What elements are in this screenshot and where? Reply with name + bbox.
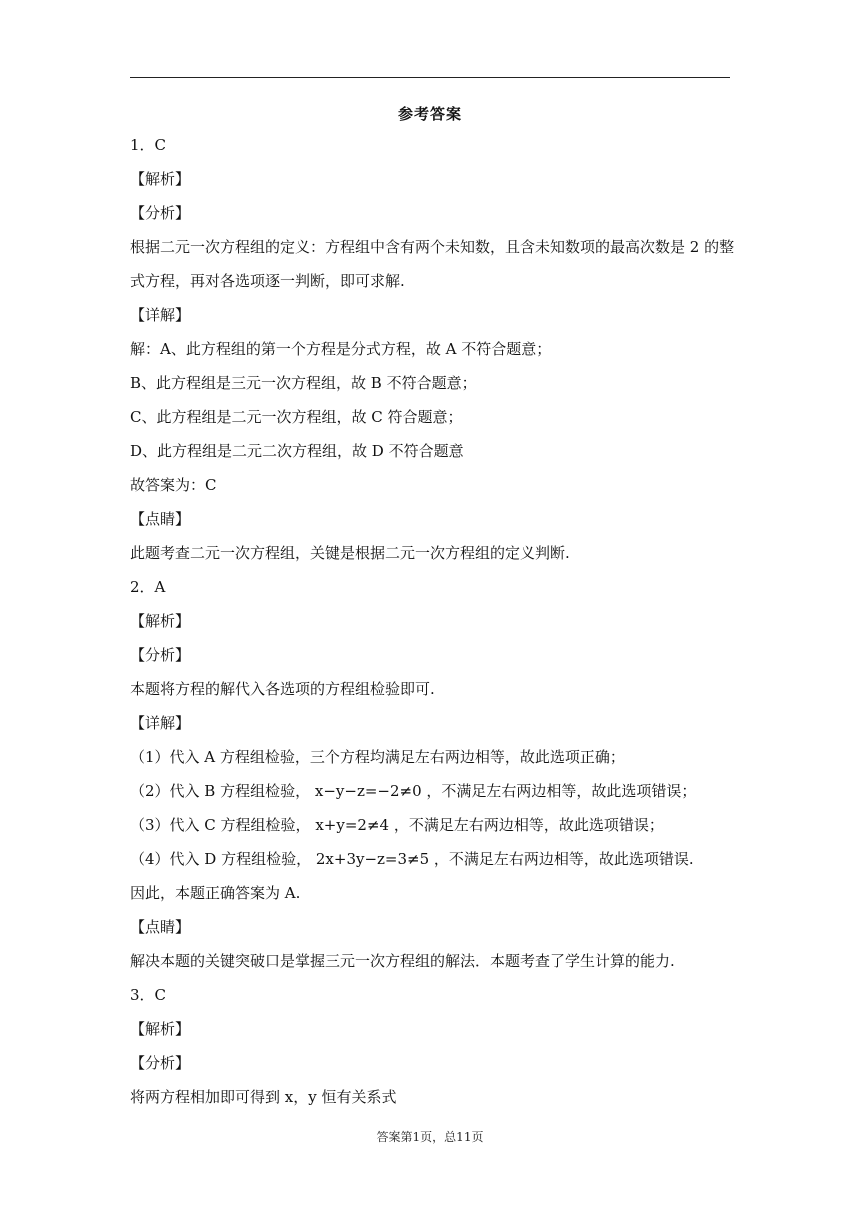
paragraph: B、此方程组是三元一次方程组，故 B 不符合题意； <box>130 374 477 392</box>
header-rule <box>130 77 730 78</box>
answer-number: 1．C <box>130 136 167 154</box>
paragraph: 故答案为：C <box>130 476 217 494</box>
paragraph: （4）代入 D 方程组检验， 2x+3y−z=3≠5 ，不满足左右两边相等，故此选项错误. <box>130 850 694 868</box>
answer-number: 3．C <box>130 986 167 1004</box>
paragraph: 此题考查二元一次方程组，关键是根据二元一次方程组的定义判断. <box>130 544 570 562</box>
section-heading: 【解析】 <box>130 612 191 630</box>
paragraph: 将两方程相加即可得到 x，y 恒有关系式 <box>130 1088 397 1106</box>
paragraph: 根据二元一次方程组的定义：方程组中含有两个未知数，且含未知数项的最高次数是 2 的整式方程，再对各选项逐一判断，即可求解. <box>130 238 735 290</box>
section-heading: 【分析】 <box>130 204 191 222</box>
paragraph: （3）代入 C 方程组检验， x+y=2≠4 ，不满足左右两边相等，故此选项错误； <box>130 816 664 834</box>
page-footer: 答案第1页，总11页 <box>376 1130 484 1144</box>
page-title: 参考答案 <box>397 105 462 123</box>
paragraph: 因此，本题正确答案为 A. <box>130 884 301 902</box>
section-heading: 【点睛】 <box>130 510 191 528</box>
section-heading: 【分析】 <box>130 1054 191 1072</box>
paragraph: D、此方程组是二元二次方程组，故 D 不符合题意 <box>130 442 464 460</box>
answer-number: 2．A <box>130 578 166 596</box>
paragraph: 解决本题的关键突破口是掌握三元一次方程组的解法．本题考查了学生计算的能力. <box>130 952 675 970</box>
section-heading: 【解析】 <box>130 170 191 188</box>
paragraph: 本题将方程的解代入各选项的方程组检验即可. <box>130 680 435 698</box>
paragraph: （2）代入 B 方程组检验， x−y−z=−2≠0 ，不满足左右两边相等，故此选项错误； <box>130 782 697 800</box>
section-heading: 【点睛】 <box>130 918 191 936</box>
paragraph: 解：A、此方程组的第一个方程是分式方程，故 A 不符合题意； <box>130 340 552 358</box>
section-heading: 【分析】 <box>130 646 191 664</box>
section-heading: 【详解】 <box>130 714 191 732</box>
section-heading: 【详解】 <box>130 306 191 324</box>
paragraph: （1）代入 A 方程组检验，三个方程均满足左右两边相等，故此选项正确； <box>130 748 625 766</box>
section-heading: 【解析】 <box>130 1020 191 1038</box>
paragraph: C、此方程组是二元一次方程组，故 C 符合题意； <box>130 408 463 426</box>
